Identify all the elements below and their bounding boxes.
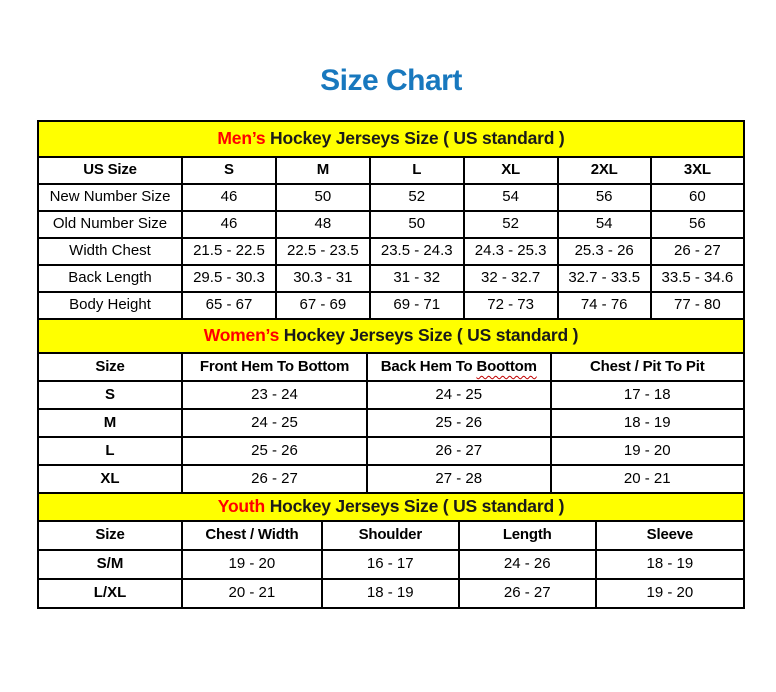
womens-table-row xyxy=(38,465,744,493)
mens-value-cell: 21.5 - 22.5 xyxy=(182,238,276,265)
size-chart-sections xyxy=(37,120,745,609)
youth-col-header: Size xyxy=(38,521,182,550)
youth-header-row xyxy=(38,521,744,550)
mens-table-row xyxy=(38,184,744,211)
womens-row-label: S xyxy=(38,381,182,409)
womens-section-band xyxy=(38,319,744,353)
womens-band-row xyxy=(38,319,744,353)
mens-header-row xyxy=(38,157,744,184)
mens-value-cell: 46 xyxy=(182,184,276,211)
mens-band-text: Hockey Jerseys Size ( US standard ) xyxy=(265,128,565,149)
mens-value-cell: 56 xyxy=(651,211,744,238)
youth-value-cell: 16 - 17 xyxy=(322,550,459,579)
womens-value-cell: 23 - 24 xyxy=(182,381,367,409)
mens-value-cell: 69 - 71 xyxy=(370,292,464,319)
youth-value-cell: 18 - 19 xyxy=(322,579,459,608)
mens-value-cell: 74 - 76 xyxy=(558,292,651,319)
youth-band-row xyxy=(38,493,744,521)
youth-col-header: Length xyxy=(459,521,596,550)
youth-value-cell: 19 - 20 xyxy=(596,579,744,608)
mens-col-header: 2XL xyxy=(558,157,651,184)
mens-row-label: New Number Size xyxy=(38,184,182,211)
mens-table-row xyxy=(38,292,744,319)
womens-value-cell: 27 - 28 xyxy=(367,465,551,493)
youth-row-label: L/XL xyxy=(38,579,182,608)
mens-row-label: Width Chest xyxy=(38,238,182,265)
mens-size-table xyxy=(37,120,745,320)
mens-value-cell: 22.5 - 23.5 xyxy=(276,238,370,265)
womens-row-label: XL xyxy=(38,465,182,493)
womens-value-cell: 17 - 18 xyxy=(551,381,744,409)
womens-col-header: Chest / Pit To Pit xyxy=(551,353,744,381)
womens-table-row xyxy=(38,437,744,465)
youth-band-highlight: Youth xyxy=(217,496,266,517)
page-title: Size Chart xyxy=(320,64,462,97)
mens-value-cell: 26 - 27 xyxy=(651,238,744,265)
mens-value-cell: 25.3 - 26 xyxy=(558,238,651,265)
womens-value-cell: 20 - 21 xyxy=(551,465,744,493)
mens-value-cell: 32 - 32.7 xyxy=(464,265,558,292)
youth-row-label: S/M xyxy=(38,550,182,579)
womens-table-row xyxy=(38,381,744,409)
mens-band-row xyxy=(38,121,744,157)
womens-value-cell: 26 - 27 xyxy=(182,465,367,493)
mens-row-label: Back Length xyxy=(38,265,182,292)
womens-band-text: Hockey Jerseys Size ( US standard ) xyxy=(279,325,579,346)
mens-value-cell: 65 - 67 xyxy=(182,292,276,319)
womens-header-row xyxy=(38,353,744,381)
mens-section-band xyxy=(38,121,744,157)
youth-section-band xyxy=(38,493,744,521)
youth-col-header: Chest / Width xyxy=(182,521,322,550)
mens-value-cell: 46 xyxy=(182,211,276,238)
womens-value-cell: 25 - 26 xyxy=(367,409,551,437)
youth-table-row xyxy=(38,579,744,608)
womens-row-label: M xyxy=(38,409,182,437)
mens-col-header: M xyxy=(276,157,370,184)
mens-col-header: L xyxy=(370,157,464,184)
mens-value-cell: 31 - 32 xyxy=(370,265,464,292)
youth-value-cell: 18 - 19 xyxy=(596,550,744,579)
youth-size-table xyxy=(37,492,745,609)
youth-value-cell: 20 - 21 xyxy=(182,579,322,608)
mens-col-header: XL xyxy=(464,157,558,184)
mens-value-cell: 29.5 - 30.3 xyxy=(182,265,276,292)
mens-col-header: S xyxy=(182,157,276,184)
youth-value-cell: 26 - 27 xyxy=(459,579,596,608)
womens-value-cell: 25 - 26 xyxy=(182,437,367,465)
mens-value-cell: 23.5 - 24.3 xyxy=(370,238,464,265)
mens-value-cell: 54 xyxy=(464,184,558,211)
womens-value-cell: 24 - 25 xyxy=(367,381,551,409)
womens-value-cell: 26 - 27 xyxy=(367,437,551,465)
mens-value-cell: 50 xyxy=(276,184,370,211)
mens-value-cell: 56 xyxy=(558,184,651,211)
mens-value-cell: 24.3 - 25.3 xyxy=(464,238,558,265)
mens-row-label: Old Number Size xyxy=(38,211,182,238)
mens-value-cell: 33.5 - 34.6 xyxy=(651,265,744,292)
mens-value-cell: 60 xyxy=(651,184,744,211)
mens-band-highlight: Men’s xyxy=(217,128,266,149)
youth-col-header: Sleeve xyxy=(596,521,744,550)
womens-col-header-misspelled-word: Boottom xyxy=(476,357,537,375)
mens-table-row xyxy=(38,265,744,292)
mens-col-header: US Size xyxy=(38,157,182,184)
youth-table-row xyxy=(38,550,744,579)
womens-band-highlight: Women’s xyxy=(203,325,280,346)
womens-col-header: Front Hem To Bottom xyxy=(182,353,367,381)
mens-table-row xyxy=(38,238,744,265)
womens-value-cell: 19 - 20 xyxy=(551,437,744,465)
mens-table-row xyxy=(38,211,744,238)
youth-band-text: Hockey Jerseys Size ( US standard ) xyxy=(265,496,565,517)
womens-col-header-text: Back Hem To xyxy=(380,357,477,375)
mens-value-cell: 54 xyxy=(558,211,651,238)
youth-value-cell: 19 - 20 xyxy=(182,550,322,579)
womens-table-row xyxy=(38,409,744,437)
size-chart xyxy=(37,0,745,609)
mens-value-cell: 50 xyxy=(370,211,464,238)
womens-col-header xyxy=(367,353,551,381)
mens-value-cell: 32.7 - 33.5 xyxy=(558,265,651,292)
mens-value-cell: 52 xyxy=(370,184,464,211)
mens-value-cell: 67 - 69 xyxy=(276,292,370,319)
womens-size-table xyxy=(37,318,745,494)
mens-value-cell: 48 xyxy=(276,211,370,238)
mens-value-cell: 72 - 73 xyxy=(464,292,558,319)
womens-value-cell: 24 - 25 xyxy=(182,409,367,437)
womens-row-label: L xyxy=(38,437,182,465)
youth-col-header: Shoulder xyxy=(322,521,459,550)
mens-col-header: 3XL xyxy=(651,157,744,184)
womens-value-cell: 18 - 19 xyxy=(551,409,744,437)
mens-value-cell: 52 xyxy=(464,211,558,238)
mens-value-cell: 30.3 - 31 xyxy=(276,265,370,292)
womens-col-header: Size xyxy=(38,353,182,381)
mens-value-cell: 77 - 80 xyxy=(651,292,744,319)
youth-value-cell: 24 - 26 xyxy=(459,550,596,579)
mens-row-label: Body Height xyxy=(38,292,182,319)
